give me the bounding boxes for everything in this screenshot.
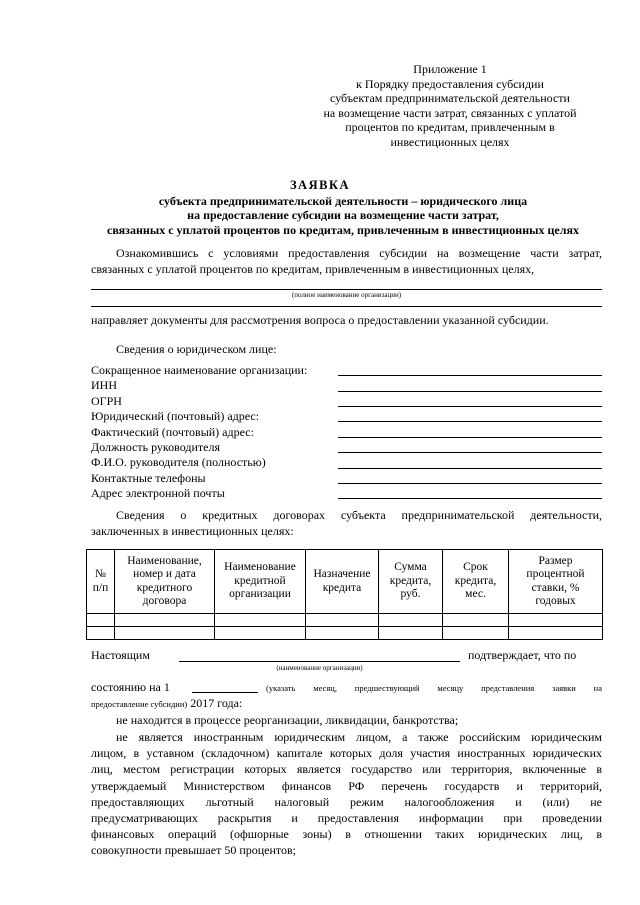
- condition-item-2-line: утверждаемый Министерством финансов РФ перечень государств и территорий,: [91, 778, 602, 793]
- condition-item-2: [91, 729, 602, 859]
- field-label-legal-address: Юридический (почтовый) адрес:: [91, 409, 260, 424]
- condition-item-2-line: совокупности превышает 50 процентов;: [91, 843, 296, 858]
- condition-item-2-line: лицом, в уставном (складочном) капитале которых доля участия иностранных юридических: [91, 746, 602, 761]
- table-cell[interactable]: [87, 614, 115, 627]
- appendix-line: инвестиционных целях: [390, 134, 510, 149]
- state-note-2: предоставление субсидии): [91, 699, 188, 709]
- credit-contracts-table: [86, 549, 603, 640]
- org-name-caption: (полное наименование организации): [291, 291, 402, 299]
- table-header-row: [87, 550, 603, 614]
- state-year: 2017 года:: [187, 696, 243, 710]
- contracts-intro-line-1: Сведения о кредитных договорах субъекта предпринимательской деятельности,: [116, 508, 602, 522]
- condition-item-2-line: предоставляющих льготный налоговый режим налогообложения и (или) не: [91, 794, 602, 809]
- table-row: [87, 614, 603, 627]
- email-field[interactable]: [338, 498, 602, 499]
- appendix-block: [300, 62, 600, 150]
- table-row: [87, 627, 603, 640]
- col-header-contract: Наименование, номер и дата кредитного договора: [115, 550, 215, 614]
- inn-field[interactable]: [338, 391, 602, 392]
- appendix-line: к Порядку предоставления субсидии: [356, 76, 544, 91]
- document-subtitle: [80, 194, 606, 237]
- table-cell[interactable]: [115, 627, 215, 640]
- field-label-director-name: Ф.И.О. руководителя (полностью): [91, 455, 266, 470]
- state-prefix: состоянию на 1: [91, 680, 170, 694]
- ogrn-field[interactable]: [338, 406, 602, 407]
- table-cell[interactable]: [215, 627, 306, 640]
- director-name-field[interactable]: [338, 468, 602, 469]
- legal-entity-heading: Сведения о юридическом лице:: [116, 342, 277, 356]
- intro-line-1: Ознакомившись с условиями предоставления субсидии на возмещение части затрат,: [116, 246, 602, 260]
- appendix-line: на возмещение части затрат, связанных с уплатой: [323, 105, 577, 120]
- field-label-email: Адрес электронной почты: [91, 486, 225, 501]
- subtitle-line: связанных с уплатой процентов по кредитам, привлеченным в инвестиционных целях: [107, 222, 579, 237]
- field-label-inn: ИНН: [91, 378, 117, 393]
- appendix-line: Приложение 1: [413, 62, 487, 76]
- condition-item-1: не находится в процессе реорганизации, ликвидации, банкротства;: [116, 713, 459, 727]
- table-cell[interactable]: [306, 614, 379, 627]
- confirmation-suffix: подтверждает, что по: [468, 648, 577, 662]
- table-cell[interactable]: [443, 627, 509, 640]
- field-label-phones: Контактные телефоны: [91, 470, 206, 485]
- table-cell[interactable]: [509, 627, 603, 640]
- legal-entity-labels: [91, 363, 307, 502]
- director-position-field[interactable]: [338, 452, 602, 453]
- table-cell[interactable]: [443, 614, 509, 627]
- table-cell[interactable]: [379, 627, 443, 640]
- table-cell[interactable]: [379, 614, 443, 627]
- confirmation-org-line[interactable]: [179, 661, 460, 662]
- subtitle-line: на предоставление субсидии на возмещение части затрат,: [187, 208, 499, 223]
- contracts-intro-line-2: заключенных в инвестиционных целях:: [91, 524, 294, 538]
- table-cell[interactable]: [306, 627, 379, 640]
- intro-line-2: связанных с уплатой процентов по кредитам, привлеченным в инвестиционных целях,: [91, 262, 535, 276]
- document-title: ЗАЯВКА: [289, 178, 351, 192]
- condition-item-2-line: не является иностранным юридическим лицом, а также российским юридическим: [116, 730, 602, 744]
- actual-address-field[interactable]: [338, 437, 602, 438]
- short-name-field[interactable]: [338, 375, 602, 376]
- state-note: (указать месяц, предшествующий месяцу представления заявки на: [266, 683, 602, 693]
- field-label-director-position: Должность руководителя: [91, 440, 220, 455]
- subtitle-line: субъекта предпринимательской деятельности – юридического лица: [158, 194, 528, 208]
- condition-item-2-line: предусматривающих раскрытия и предоставления информации при проведении: [91, 811, 602, 826]
- table-cell[interactable]: [215, 614, 306, 627]
- legal-address-field[interactable]: [338, 421, 602, 422]
- appendix-line: процентов по кредитам, привлеченным в: [345, 120, 555, 135]
- col-header-number: № п/п: [87, 550, 115, 614]
- col-header-rate: Размер процентной ставки, % годовых: [509, 550, 603, 614]
- field-label-actual-address: Фактический (почтовый) адрес:: [91, 424, 254, 439]
- confirmation-org-caption: (наименование организации): [276, 664, 363, 672]
- phones-field[interactable]: [338, 483, 602, 484]
- appendix-line: субъектам предпринимательской деятельности: [330, 91, 570, 106]
- col-header-purpose: Назначение кредита: [306, 550, 379, 614]
- org-name-underline[interactable]: [91, 289, 602, 290]
- table-cell[interactable]: [87, 627, 115, 640]
- state-note-line-2: [91, 696, 242, 711]
- col-header-bank: Наименование кредитной организации: [215, 550, 306, 614]
- table-cell[interactable]: [509, 614, 603, 627]
- confirmation-prefix: Настоящим: [91, 648, 150, 662]
- state-month-line[interactable]: [192, 692, 258, 693]
- org-name-underline-2[interactable]: [91, 306, 602, 307]
- condition-item-2-line: лиц, местом регистрации которых является государство или территория, включенные в: [91, 762, 602, 777]
- field-label-ogrn: ОГРН: [91, 393, 122, 408]
- col-header-amount: Сумма кредита, руб.: [379, 550, 443, 614]
- intro-line-3: направляет документы для рассмотрения вопроса о предоставлении указанной субсидии.: [91, 313, 549, 327]
- table-cell[interactable]: [115, 614, 215, 627]
- col-header-term: Срок кредита, мес.: [443, 550, 509, 614]
- field-label-short-name: Сокращенное наименование организации:: [91, 363, 308, 377]
- condition-item-2-line: финансовых операций (офшорные зоны) в отношении таких юридических лиц, в: [91, 827, 602, 842]
